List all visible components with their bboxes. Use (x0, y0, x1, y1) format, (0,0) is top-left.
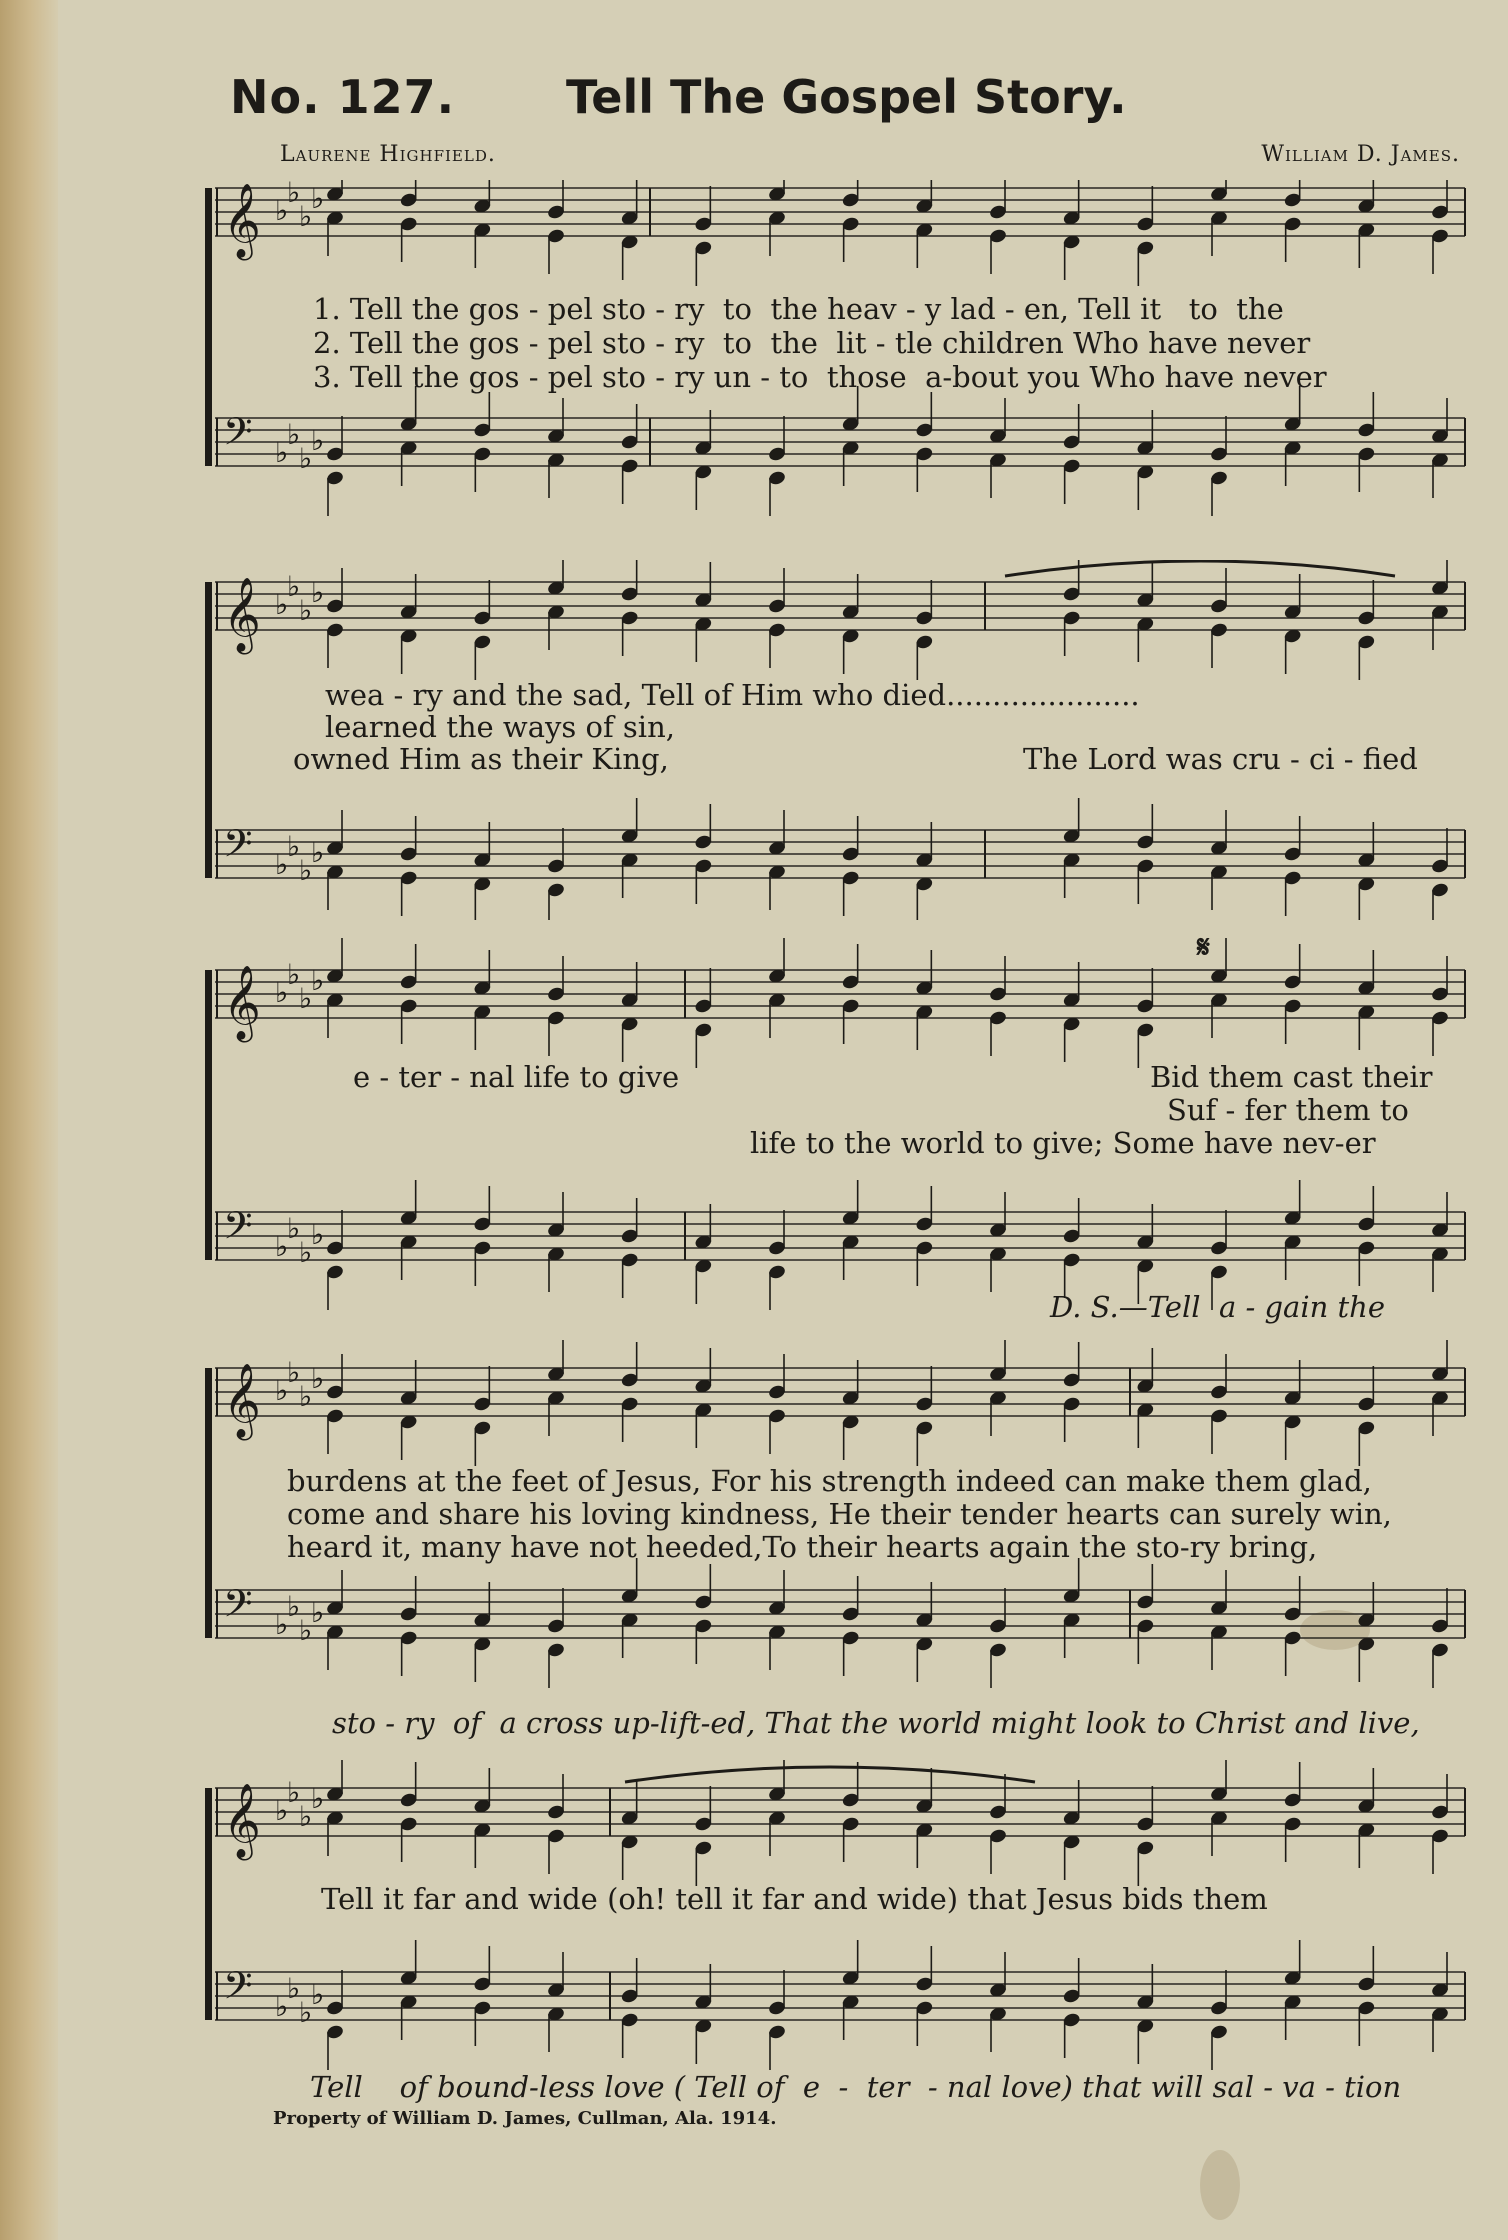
composer-credit: William D. James. (1261, 142, 1460, 167)
key-flat: ♭ (275, 976, 289, 1009)
verse-lyric: Tell it far and wide (oh! tell it far and wide) that Jesus bids them (321, 1882, 1268, 1916)
key-flat: ♭ (299, 442, 313, 475)
verse-3-lyric: heard it, many have not heeded,To their hearts again the sto-ry bring, (287, 1530, 1318, 1564)
hymn-number: No. 127. (230, 70, 456, 124)
verse-1-right-lyric: Bid them cast their (1150, 1060, 1433, 1094)
treble-clef: 𝄞 (223, 1784, 261, 1858)
key-flat: ♭ (287, 958, 301, 991)
score-staves (205, 1760, 1470, 2100)
bass-lyric: sto - ry of a cross up-lift-ed, That the world might look to Christ and live, (332, 1706, 1420, 1740)
key-flat: ♭ (299, 982, 313, 1015)
verse-3-lyric: life to the world to give; Some have nev-er (750, 1126, 1376, 1160)
verse-2-right-lyric: Suf - fer them to (1167, 1093, 1409, 1127)
key-flat: ♭ (311, 424, 325, 457)
verse-1-lyric: e - ter - nal life to give (353, 1060, 680, 1094)
system-brace (205, 582, 212, 878)
key-flat: ♭ (287, 1776, 301, 1809)
key-flat: ♭ (311, 576, 325, 609)
key-flat: ♭ (275, 194, 289, 227)
key-flat: ♭ (287, 1356, 301, 1389)
system-brace (205, 1788, 212, 2020)
key-flat: ♭ (287, 1212, 301, 1245)
key-flat: ♭ (275, 588, 289, 621)
treble-clef: 𝄞 (223, 1364, 261, 1438)
key-flat: ♭ (299, 1236, 313, 1269)
lyricist-credit: Laurene Highfield. (280, 142, 496, 167)
key-flat: ♭ (311, 182, 325, 215)
key-flat: ♭ (287, 570, 301, 603)
verse-1-lyric: wea - ry and the sad, Tell of Him who died..................... (325, 678, 1140, 712)
key-flat: ♭ (275, 848, 289, 881)
verse-2-lyric: learned the ways of sin, (325, 710, 675, 744)
key-flat: ♭ (299, 594, 313, 627)
music-system-5 (205, 1760, 1470, 2104)
music-system-3 (205, 930, 1470, 1324)
key-flat: ♭ (299, 1380, 313, 1413)
verse-3-lyric: 3. Tell the gos - pel sto - ry un - to those a-bout you Who have never (313, 360, 1327, 394)
treble-clef: 𝄞 (223, 966, 261, 1040)
system-brace (205, 188, 212, 466)
key-flat: ♭ (275, 1374, 289, 1407)
tie-slur (625, 1767, 1035, 1782)
music-system-2 (205, 560, 1470, 920)
key-flat: ♭ (311, 964, 325, 997)
key-flat: ♭ (287, 1590, 301, 1623)
verse-2-lyric: come and share his loving kindness, He their tender hearts can surely win, (287, 1497, 1392, 1531)
credits-line (280, 142, 1460, 172)
ds-lyric: D. S.—Tell a - gain the (1050, 1290, 1385, 1324)
key-flat: ♭ (299, 854, 313, 887)
copyright-notice: Property of William D. James, Cullman, Ala. 1914. (273, 2108, 777, 2129)
key-flat: ♭ (311, 1782, 325, 1815)
hymn-header (230, 70, 1430, 140)
key-flat: ♭ (311, 836, 325, 869)
key-flat: ♭ (287, 1972, 301, 2005)
key-flat: ♭ (311, 1596, 325, 1629)
key-flat: ♭ (275, 1230, 289, 1263)
key-flat: ♭ (299, 1996, 313, 2029)
music-system-1 (205, 180, 1470, 520)
key-flat: ♭ (287, 180, 301, 209)
segno-mark: 𝄋 (1197, 930, 1210, 965)
hymn-title: Tell The Gospel Story. (566, 70, 1127, 124)
key-flat: ♭ (287, 830, 301, 863)
key-flat: ♭ (299, 200, 313, 233)
system-brace (205, 970, 212, 1260)
treble-clef: 𝄞 (223, 184, 261, 258)
verse-2-lyric: 2. Tell the gos - pel sto - ry to the lit - tle children Who have never (313, 326, 1311, 360)
bass-clef: 𝄢 (223, 1581, 253, 1635)
key-flat: ♭ (299, 1614, 313, 1647)
bass-clef: 𝄢 (223, 1963, 253, 2017)
music-system-4 (205, 1340, 1470, 1740)
bass-lyric: Tell of bound-less love ( Tell of e - ter - nal love) that will sal - va - tion (310, 2070, 1402, 2104)
bass-clef: 𝄢 (223, 1203, 253, 1257)
key-flat: ♭ (275, 1794, 289, 1827)
tie-slur (1005, 561, 1395, 576)
bass-clef: 𝄢 (223, 821, 253, 875)
verse-1-lyric: 1. Tell the gos - pel sto - ry to the heav - y lad - en, Tell it to the (313, 292, 1284, 326)
paper-stain (1200, 2150, 1240, 2220)
key-flat: ♭ (287, 418, 301, 451)
treble-clef: 𝄞 (223, 578, 261, 652)
key-flat: ♭ (311, 1362, 325, 1395)
verse-3-lyric: owned Him as their King, (293, 742, 669, 776)
system-brace (205, 1368, 212, 1638)
bass-clef: 𝄢 (223, 409, 253, 463)
refrain-lyric: The Lord was cru - ci - fied (1023, 742, 1418, 776)
key-flat: ♭ (299, 1800, 313, 1833)
verse-1-lyric: burdens at the feet of Jesus, For his strength indeed can make them glad, (287, 1464, 1372, 1498)
key-flat: ♭ (275, 436, 289, 469)
key-flat: ♭ (275, 1608, 289, 1641)
key-flat: ♭ (311, 1218, 325, 1251)
key-flat: ♭ (311, 1978, 325, 2011)
key-flat: ♭ (275, 1990, 289, 2023)
